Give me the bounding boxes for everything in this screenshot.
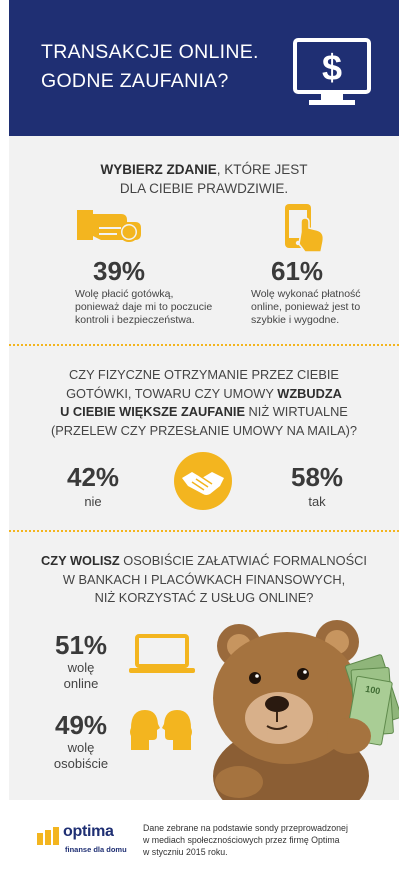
hand-coin-icon — [77, 206, 143, 250]
footer-note — [143, 822, 393, 858]
q1-title-bold: WYBIERZ ZDANIE — [100, 162, 217, 177]
teddy-bear-with-money — [199, 606, 399, 802]
footer-note-line3: w styczniu 2015 roku. — [143, 847, 228, 857]
q3-title — [9, 552, 399, 608]
q3-b-line1: wolę — [67, 740, 95, 755]
q1-left-percent: 39% — [93, 256, 146, 286]
optima-logo — [37, 823, 137, 863]
q3-a-line1: wolę — [67, 660, 95, 675]
q2-left-percent: 42% — [67, 462, 120, 492]
q3-a-percent: 51% — [55, 630, 108, 660]
title-line-2: GODNE ZAUFANIA? — [41, 70, 229, 92]
q3-b-percent: 49% — [55, 710, 108, 740]
q2-right-label: tak — [308, 494, 326, 509]
q2-title — [9, 366, 399, 440]
q1-left-line1: Wolę płacić gotówką, — [75, 288, 174, 300]
q2-line2-bold: WZBUDZA — [277, 385, 342, 401]
two-heads-icon — [127, 706, 195, 750]
phone-tap-icon — [281, 202, 327, 254]
divider-1 — [9, 344, 399, 346]
q2-line3-bold: U CIEBIE WIĘKSZE ZAUFANIE — [60, 404, 245, 419]
q2-line3-rest: NIŻ WIRTUALNE — [248, 404, 348, 419]
q2-line4: (PRZELEW CZY PRZESŁANIE UMOWY NA MAILA)? — [50, 422, 357, 438]
q1-left-line3: kontroli i bezpieczeństwa. — [75, 314, 195, 326]
q1-right-line3: szybkie i wygodne. — [251, 314, 340, 326]
title-line-1: TRANSAKCJE ONLINE. — [41, 41, 259, 63]
q3-b-line2: osobiście — [53, 756, 109, 771]
laptop-icon — [129, 634, 195, 674]
q3-a-line2: online — [63, 676, 99, 691]
q1-title-line2: DLA CIEBIE PRAWDZIWIE. — [119, 181, 289, 196]
q1-right-line1: Wolę wykonać płatność — [251, 288, 361, 300]
footer-note-line2: w mediach społecznościowych przez firmę Optima — [143, 835, 340, 845]
q3-line3: NIŻ KORZYSTAĆ Z USŁUG ONLINE? — [94, 590, 314, 605]
divider-2 — [9, 530, 399, 532]
monitor-dollar-icon — [291, 36, 373, 108]
logo-mark-icon — [37, 827, 61, 845]
q1-title — [9, 160, 399, 198]
q2-line1: CZY FIZYCZNE OTRZYMANIE PRZEZ CIEBIE — [69, 367, 339, 382]
q3-b-label — [41, 740, 121, 772]
q1-title-rest: , KTÓRE JEST — [216, 162, 308, 177]
q1-right-line2: online, ponieważ jest to — [251, 301, 361, 313]
header — [9, 0, 399, 136]
q1-left-text — [75, 288, 212, 327]
svg-text:100: 100 — [364, 683, 382, 697]
q1-left-line2: ponieważ daje mi to poczucie — [75, 301, 213, 313]
q1-right-percent: 61% — [271, 256, 324, 286]
q2-right-percent: 58% — [291, 462, 344, 492]
q2-left-label: nie — [84, 494, 102, 509]
q2-line2: GOTÓWKI, TOWARU CZY UMOWY — [66, 385, 274, 401]
page-title — [41, 38, 301, 96]
footer-note-line1: Dane zebrane na podstawie sondy przeprowadzonej — [143, 823, 348, 833]
q3-line1-rest: OSOBIŚCIE ZAŁATWIAĆ FORMALNOŚCI — [123, 553, 367, 568]
logo-text: optima — [63, 823, 114, 840]
q3-line1-bold: CZY WOLISZ — [41, 553, 120, 568]
handshake-icon — [174, 452, 232, 510]
infographic-card — [9, 0, 399, 892]
svg-text:$: $ — [321, 47, 343, 88]
logo-tagline: finanse dla domu — [65, 845, 127, 854]
q3-line2: W BANKACH I PLACÓWKACH FINANSOWYCH, — [62, 571, 346, 587]
q1-right-text — [251, 288, 361, 327]
q3-a-label — [47, 660, 115, 692]
